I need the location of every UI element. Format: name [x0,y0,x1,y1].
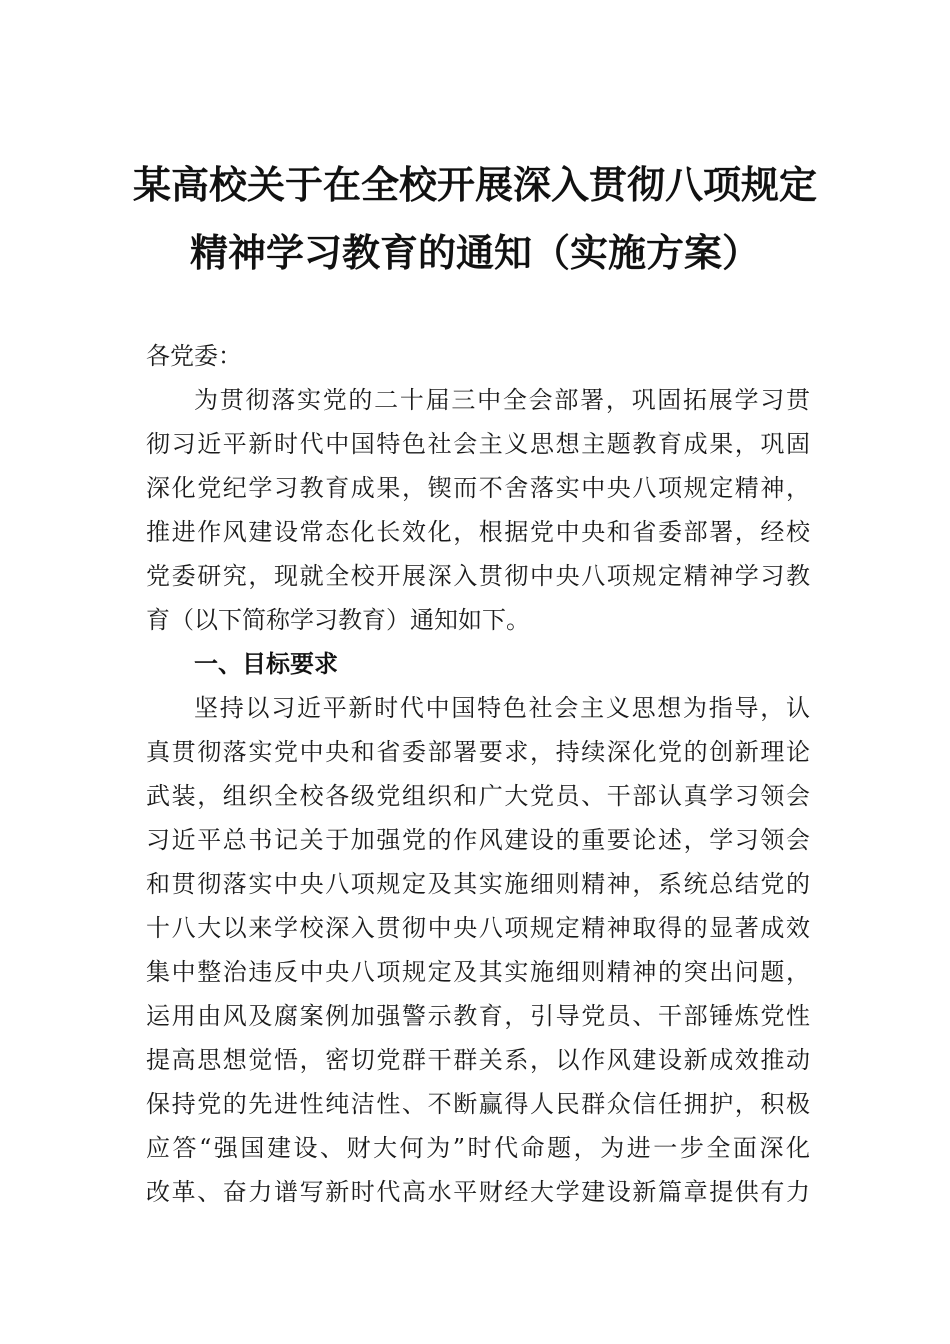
intro-line: 党委研究，现就全校开展深入贯彻中央八项规定精神学习教 [146,562,810,590]
section-heading: 一、目标要求 [194,650,338,678]
section-line: 十八大以来学校深入贯彻中央八项规定精神取得的显著成效 [146,914,810,942]
section-line: 和贯彻落实中央八项规定及其实施细则精神，系统总结党的 [146,870,810,898]
section-line: 习近平总书记关于加强党的作风建设的重要论述，学习领会 [146,826,810,854]
intro-line: 育（以下简称学习教育）通知如下。 [146,606,530,634]
section-line: 坚持以习近平新时代中国特色社会主义思想为指导，认 [194,694,810,722]
section-line: 运用由风及腐案例加强警示教育，引导党员、干部锤炼党性 [146,1002,810,1030]
intro-line: 深化党纪学习教育成果，锲而不舍落实中央八项规定精神， [146,474,810,502]
intro-line: 推进作风建设常态化长效化，根据党中央和省委部署，经校 [146,518,810,546]
document-title-line-2: 精神学习教育的通知（实施方案） [189,230,760,275]
section-line: 保持党的先进性纯洁性、不断赢得人民群众信任拥护，积极 [146,1090,810,1118]
section-line: 提高思想觉悟，密切党群干群关系，以作风建设新成效推动 [146,1046,810,1074]
intro-line: 彻习近平新时代中国特色社会主义思想主题教育成果，巩固 [146,430,810,458]
document-title-line-1: 某高校关于在全校开展深入贯彻八项规定 [132,162,817,207]
salutation: 各党委： [146,342,242,370]
section-line: 集中整治违反中央八项规定及其实施细则精神的突出问题， [146,958,810,986]
intro-line: 为贯彻落实党的二十届三中全会部署，巩固拓展学习贯 [194,386,810,414]
section-line: 应答“强国建设、财大何为”时代命题，为进一步全面深化 [146,1134,810,1162]
section-line: 武装，组织全校各级党组织和广大党员、干部认真学习领会 [146,782,810,810]
section-line: 改革、奋力谱写新时代高水平财经大学建设新篇章提供有力 [146,1178,810,1206]
section-line: 真贯彻落实党中央和省委部署要求，持续深化党的创新理论 [146,738,810,766]
